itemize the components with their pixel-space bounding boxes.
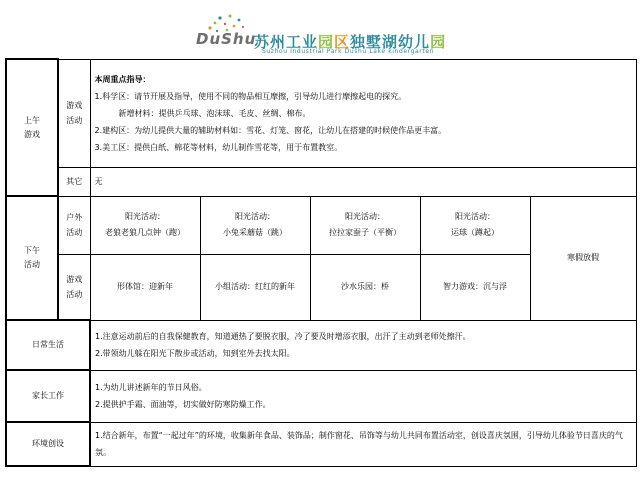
morning-games-label: 游戏 活动 [58, 59, 90, 167]
outdoor-activity-cell: 阳光活动： 老狼老狼几点钟（跑） [90, 196, 200, 254]
game-activity-cell: 小组活动：红红的新年 [200, 254, 310, 320]
daily-life-label: 日常生活 [6, 320, 90, 370]
game-activity-cell: 形体馆：迎新年 [90, 254, 200, 320]
afternoon-games-label: 游戏 活动 [58, 254, 90, 320]
outdoor-activity-cell: 阳光活动： 拉拉家蚕子（平衡） [310, 196, 420, 254]
parent-work-label: 家长工作 [6, 370, 90, 422]
game-activity-cell: 智力游戏：沉与浮 [420, 254, 530, 320]
outdoor-activity-cell: 阳光活动： 小兔采蘑菇（跳） [200, 196, 310, 254]
morning-other-label: 其它 [58, 167, 90, 196]
morning-games-content: 本周重点指导： 1.科学区：请节开展及指导，使用不同的物品相互摩擦，引导幼儿进行摩擦起电的探究。 新增材料：提供乒乓球、泡沫球、毛皮、丝绸、棉布。 2.建构区：为幼儿提供大量的辅助材料如：雪花、灯笼、窗花，让幼儿在搭建的时候使作品更丰富。 3.美工区：提供白纸、棉花等材料，幼儿制作雪花等，用于布置教室。 [90, 59, 636, 167]
school-name: 苏州工业园区独墅湖幼儿园 [254, 33, 447, 51]
environment-content: 1.结合新年，布置“一起过年”的环境，收集新年食品、装饰品；制作窗花、吊饰等与幼儿共同布置活动室，创设喜庆氛围，引导幼儿体验节日喜庆的气氛。 [90, 422, 636, 466]
morning-other-content: 无 [90, 167, 636, 196]
logo-word: DuShu [196, 30, 257, 48]
game-activity-cell: 沙水乐园：桥 [310, 254, 420, 320]
daily-life-content: 1.注意运动前后的自我保健教育，知道通热了要脱衣服，冷了要及时增添衣服，出汗了主动到老师处擦汗。 2.带领幼儿躲在阳光下散步或活动，知到室外去找太阳。 [90, 320, 636, 370]
outdoor-activity-cell: 阳光活动： 运球（蹲起） [420, 196, 530, 254]
morning-games-section-label: 上午 游戏 [6, 59, 58, 196]
afternoon-section-label: 下午 活动 [6, 196, 58, 320]
environment-label: 环境创设 [6, 422, 90, 466]
parent-work-content: 1.为幼儿讲述新年的节日风俗。 2.提供护手霜、面油等，切实做好防寒防燥工作。 [90, 370, 636, 422]
afternoon-outdoor-label: 户外 活动 [58, 196, 90, 254]
weekly-plan-table [5, 58, 637, 467]
school-name-english: Suzhou Industrial Park Dushu Lake kindergarten [262, 48, 435, 55]
holiday-cell: 寒假放假 [530, 196, 636, 320]
header [0, 0, 640, 58]
